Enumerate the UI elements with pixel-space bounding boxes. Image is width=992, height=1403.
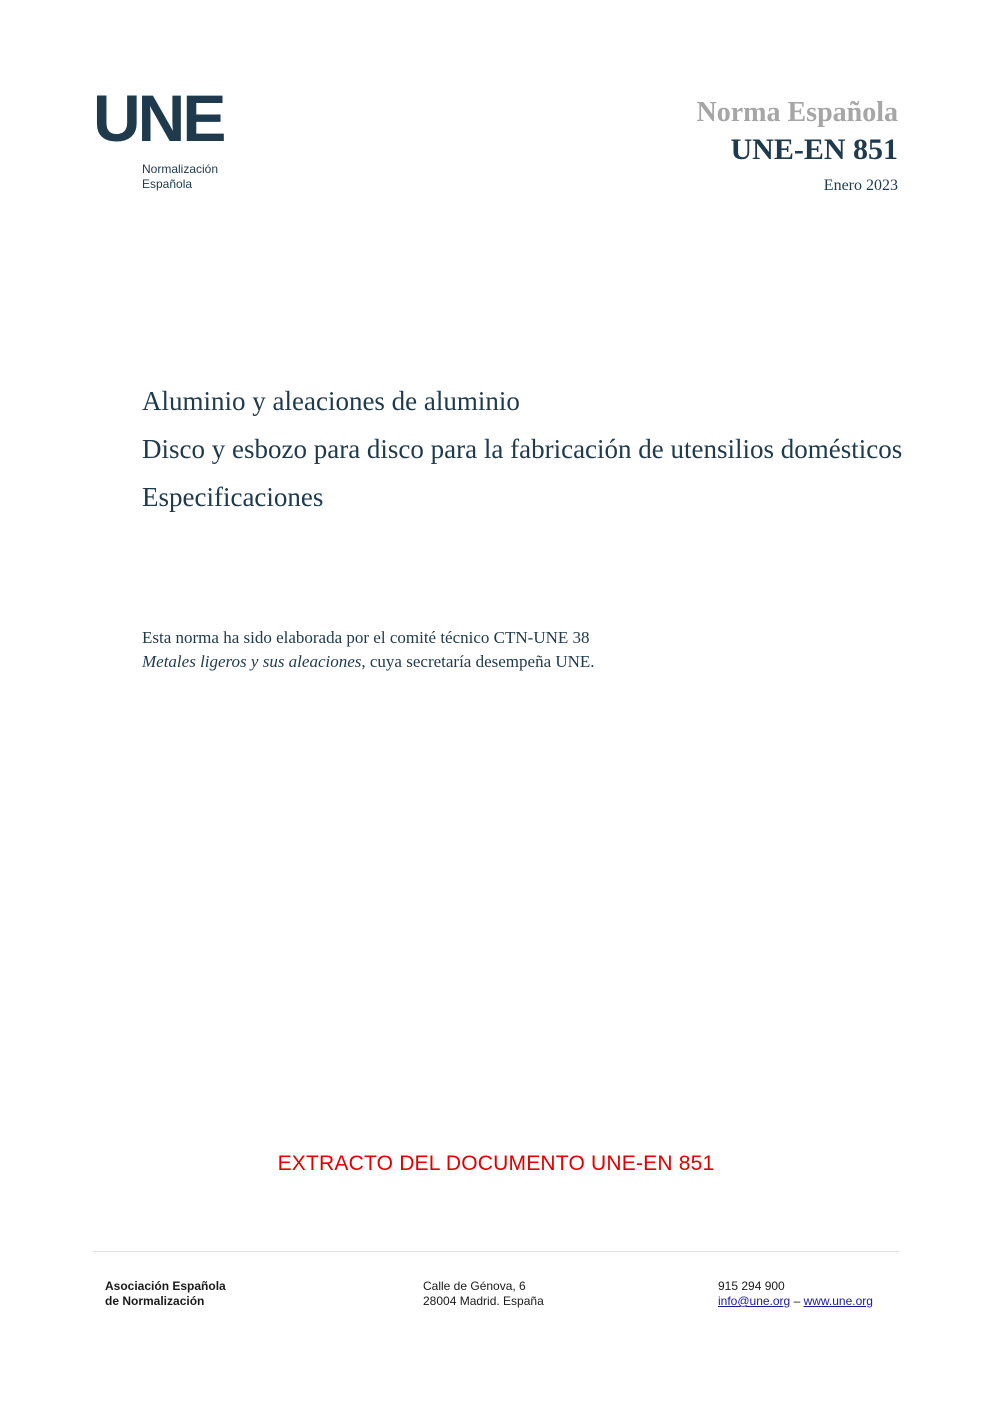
footer-address-line1: Calle de Génova, 6 <box>423 1279 526 1293</box>
footer-link-separator: – <box>790 1294 804 1308</box>
publication-date: Enero 2023 <box>823 177 898 194</box>
title-subject: Disco y esbozo para disco para la fabricación de utensilios domésticos <box>142 434 903 464</box>
title-main: Aluminio y aleaciones de aluminio <box>142 386 520 416</box>
committee-statement <box>142 626 602 674</box>
footer-address-line2: 28004 Madrid. España <box>423 1294 544 1308</box>
footer-organization <box>105 1279 226 1309</box>
logo-subtitle-line1: Normalización <box>142 162 219 176</box>
title-type: Especificaciones <box>142 482 324 512</box>
committee-name: Metales ligeros y sus aleaciones <box>142 652 362 671</box>
email-link[interactable]: info@une.org <box>718 1294 791 1308</box>
footer-org-line1: Asociación Española <box>105 1279 226 1293</box>
footer-divider <box>93 1251 899 1252</box>
footer-address <box>423 1279 544 1309</box>
committee-text-part1: Esta norma ha sido elaborada por el comité técnico CTN-UNE 38 <box>142 628 590 647</box>
footer-phone: 915 294 900 <box>718 1279 785 1293</box>
standard-code: UNE-EN 851 <box>730 133 898 166</box>
footer-links <box>718 1294 873 1309</box>
une-logo <box>93 81 253 200</box>
logo-subtitle <box>142 162 218 192</box>
document-titles <box>142 384 912 528</box>
footer-org-line2: de Normalización <box>105 1294 205 1308</box>
footer-contact <box>718 1279 873 1309</box>
logo-mark: UNE <box>93 81 224 155</box>
standard-header <box>697 96 898 196</box>
committee-text-part2: , cuya secretaría desempeña UNE. <box>361 652 595 671</box>
logo-subtitle-line2: Española <box>142 177 193 191</box>
website-link[interactable]: www.une.org <box>803 1294 873 1308</box>
standard-type-label: Norma Española <box>696 97 898 128</box>
extract-notice: EXTRACTO DEL DOCUMENTO UNE-EN 851 <box>277 1152 715 1175</box>
